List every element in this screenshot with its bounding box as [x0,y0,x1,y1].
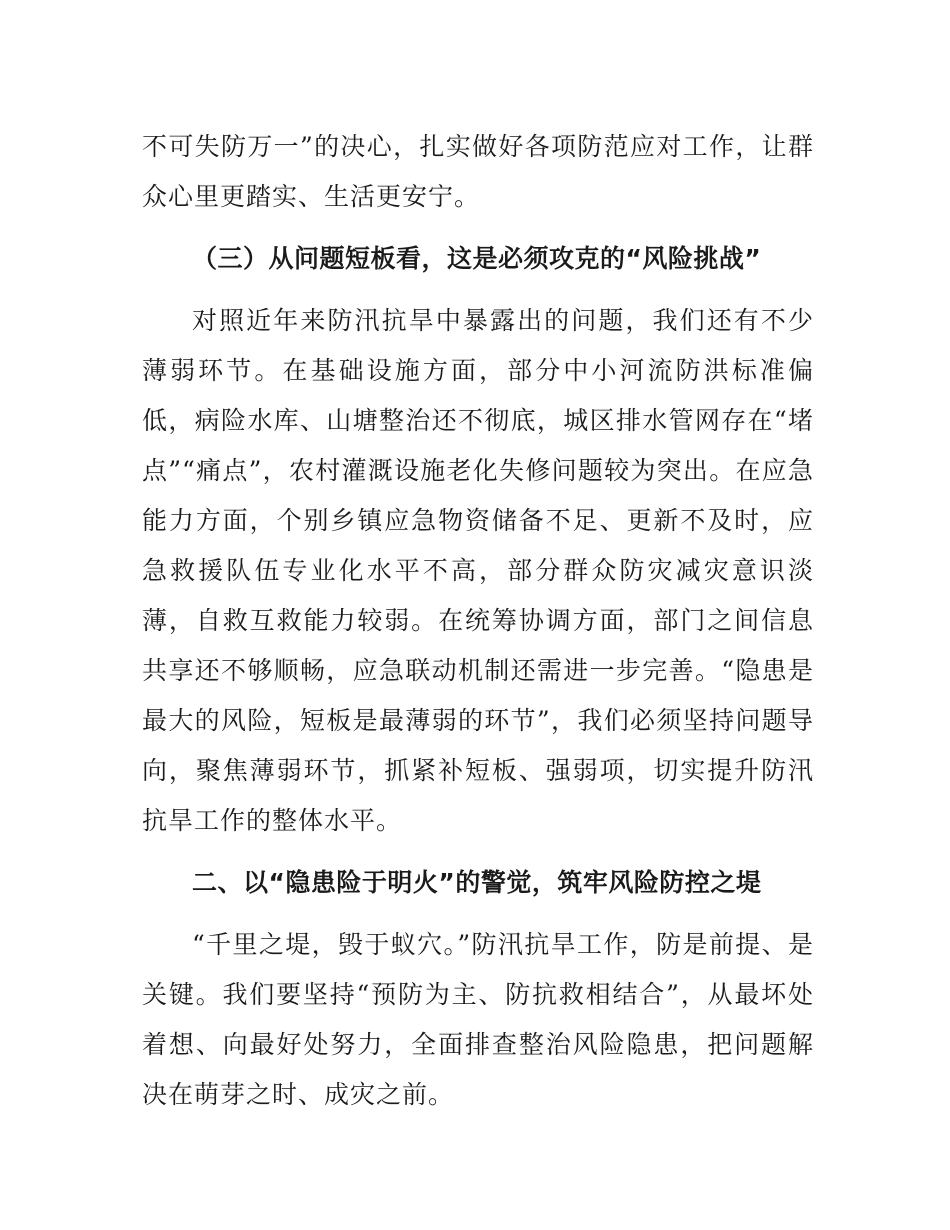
section-heading-3: （三）从问题短板看，这是必须攻克的“风险挑战” [192,244,762,273]
paragraph-continuation: 不可失防万一”的决心，扎实做好各项防范应对工作，让群众心里更踏实、生活更安宁。 [142,132,814,211]
paragraph-weak-links: 对照近年来防汛抗旱中暴露出的问题，我们还有不少薄弱环节。在基础设施方面，部分中小河流防洪标准偏低，病险水库、山塘整治还不彻底，城区排水管网存在“堵点”“痛点”，农村灌溉设施老化失修问题较为突出。在应急能力方面，个别乡镇应急物资储备不足、更新不及时，应急救援队伍专业化水平不高，部分群众防灾减灾意识淡薄，自救互救能力较弱。在统筹协调方面，部门之间信息共享还不够顺畅，应急联动机制还需进一步完善。“隐患是最大的风险，短板是最薄弱的环节”，我们必须坚持问题导向，聚焦薄弱环节，抓紧补短板、强弱项，切实提升防汛抗旱工作的整体水平。 [142,306,814,835]
document-body [142,122,814,1132]
paragraph-prevention: “千里之堤，毁于蚁穴。”防汛抗旱工作，防是前提、是关键。我们要坚持“预防为主、防抗救相结合”，从最坏处着想、向最好处努力，全面排查整治风险隐患，把问题解决在萌芽之时、成灾之前。 [142,930,814,1109]
chapter-heading-2: 二、以“隐患险于明火”的警觉，筑牢风险防控之堤 [192,868,762,897]
